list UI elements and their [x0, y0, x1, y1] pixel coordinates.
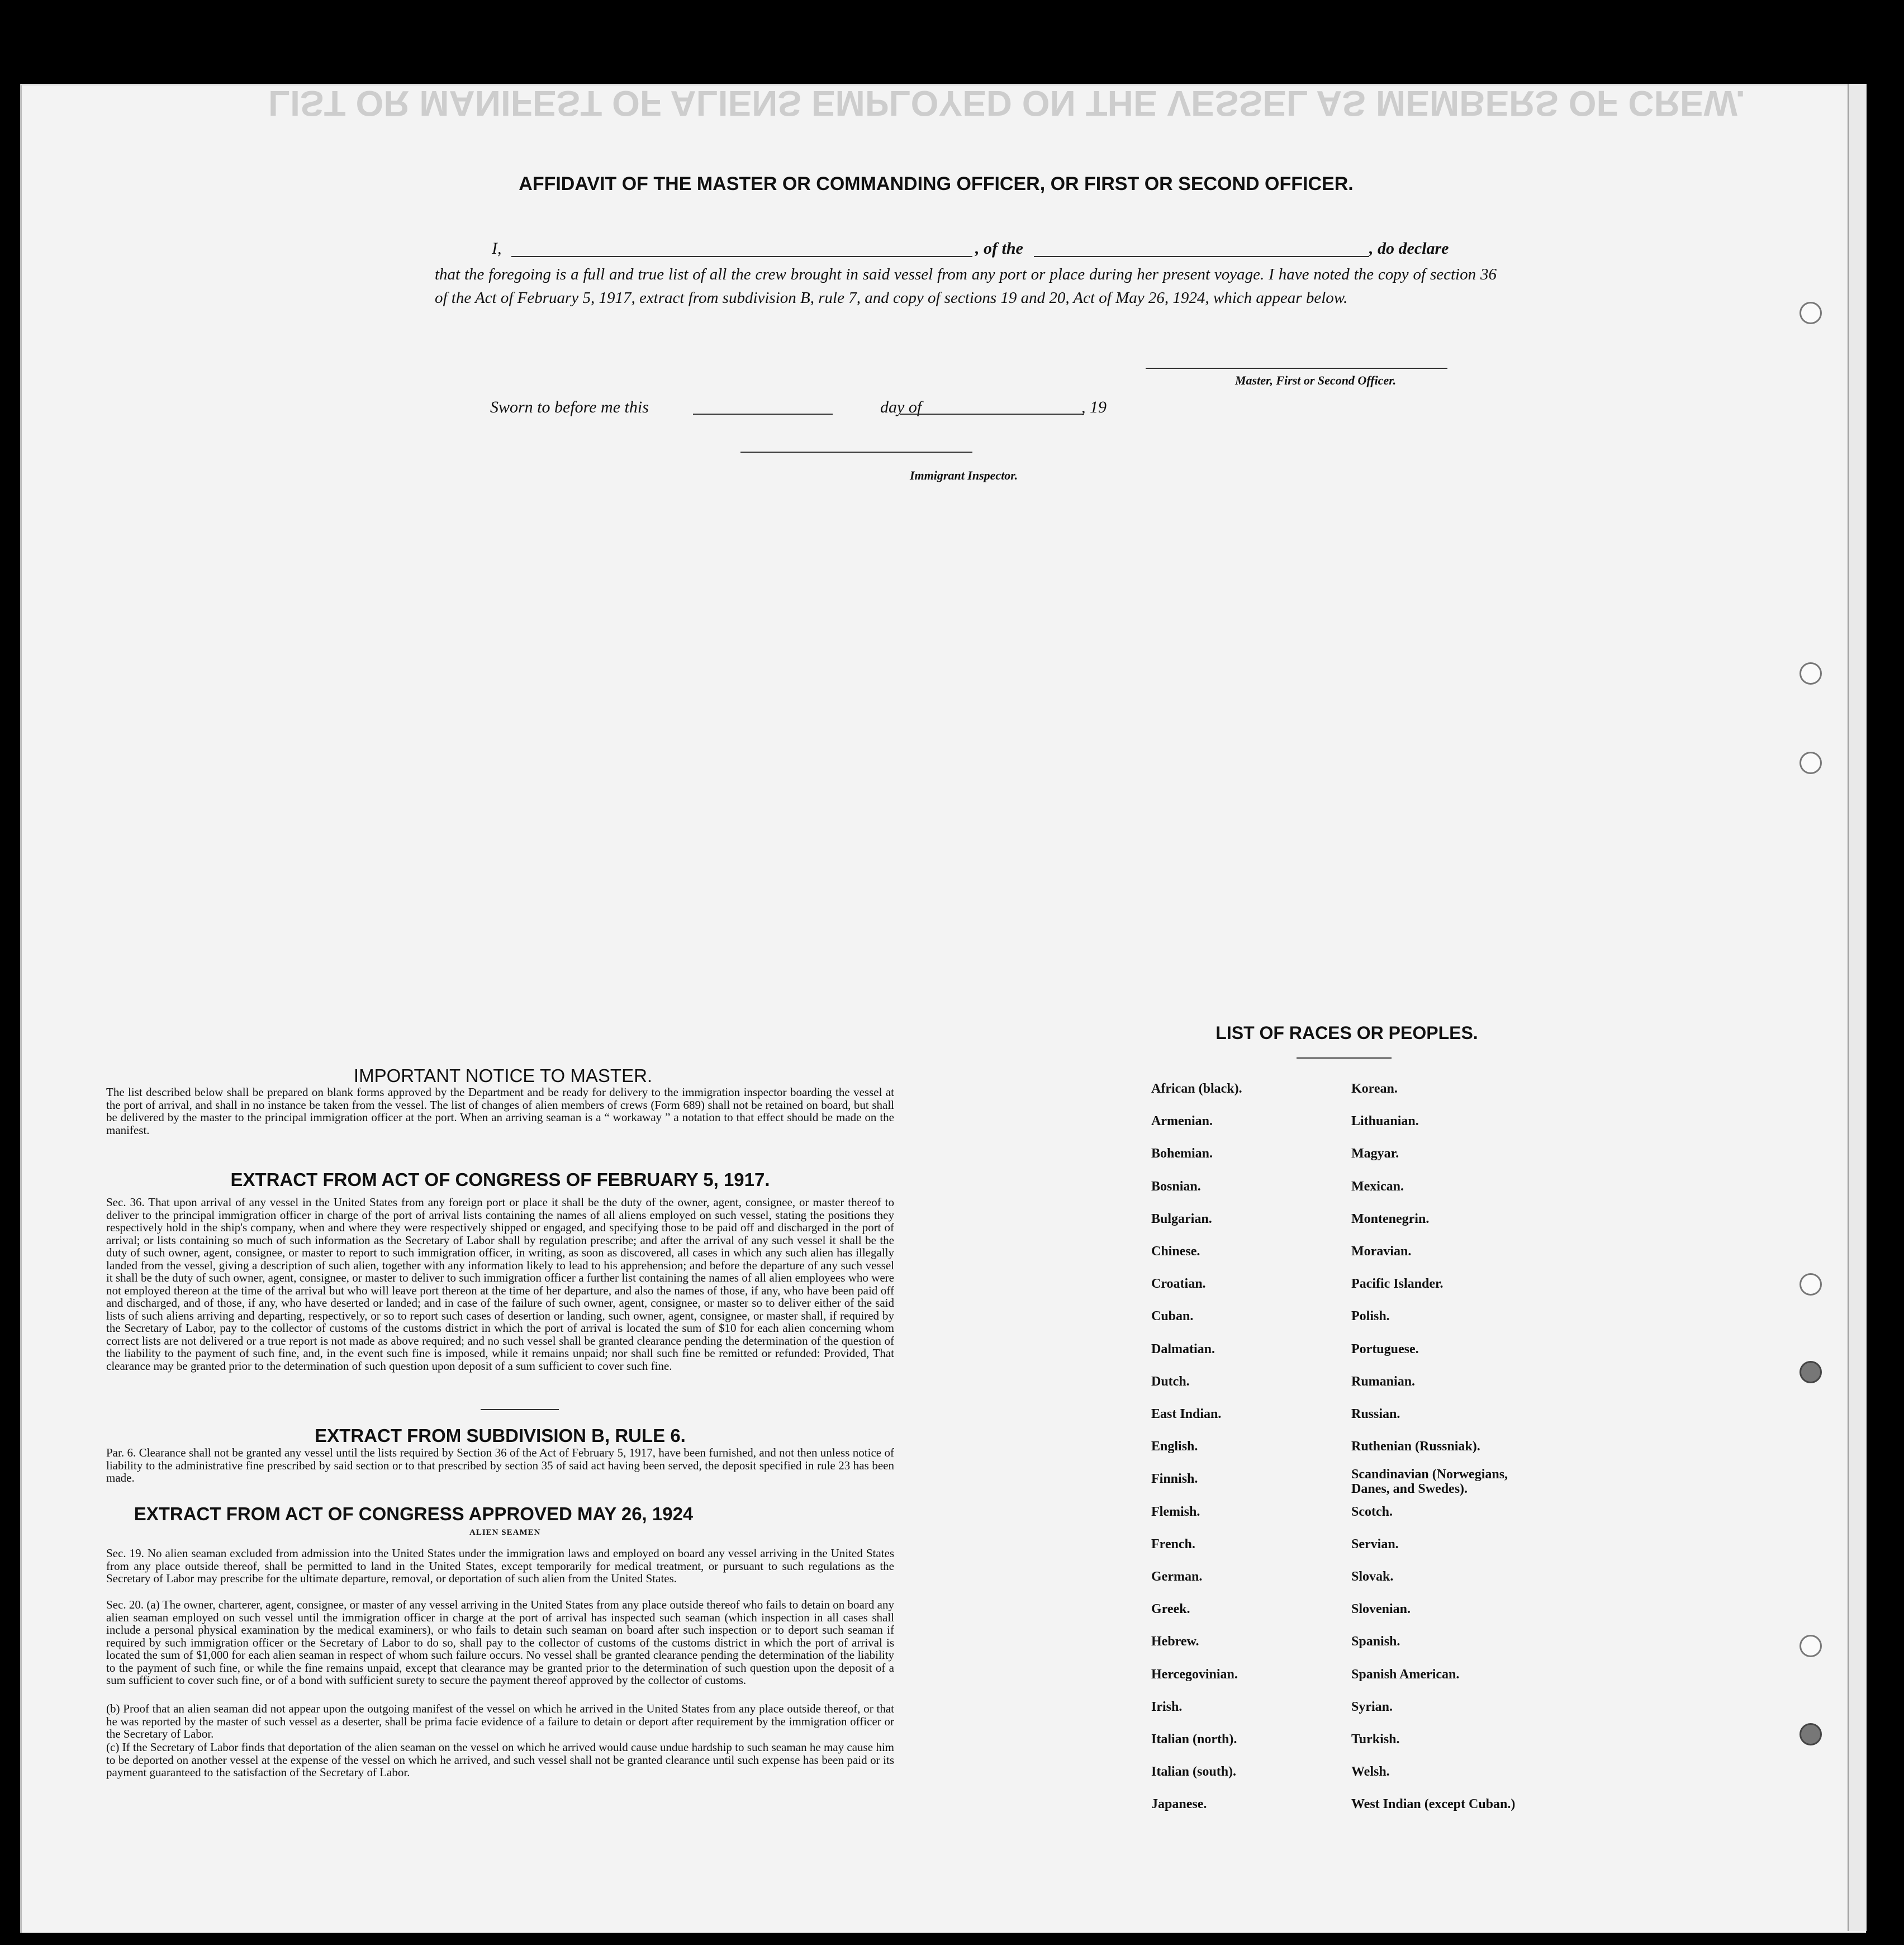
race-item: French. [1151, 1536, 1195, 1552]
alien-seamen-subtitle: ALIEN SEAMEN [469, 1528, 541, 1537]
race-item: Chinese. [1151, 1244, 1200, 1259]
race-item: Hebrew. [1151, 1634, 1199, 1649]
race-item: Irish. [1151, 1699, 1183, 1714]
race-item: Croatian. [1151, 1277, 1206, 1292]
race-item: Welsh. [1351, 1764, 1390, 1780]
race-item: Servian. [1351, 1536, 1399, 1552]
affidavit-do-declare: , do declare [1369, 239, 1449, 258]
extract-1924-sec19: Sec. 19. No alien seaman excluded from admission into the United States under the immigration laws and employed on board any vessel arriving in the United States from any place outside thereof, shall be permitted to land in the United States, except temporarily for medical treatment, or pursuant to such regulations as the Secretary of Labor may prescribe for the ultimate departure, removal, or deportation of such alien from the United States. [106, 1546, 894, 1585]
race-item: Mexican. [1351, 1179, 1404, 1194]
extract-1924-sec20a: Sec. 20. (a) The owner, charterer, agent, consignee, or master of any vessel arriving in the United States from any place outside thereof who fails to detain on board any alien seaman employed on such vessel until the immigration officer in charge at the port of arrival has inspected such seaman (which inspection in all cases shall include a personal physical examination by the medical examiners), or who fails to detain such seaman on board after such inspection or to deport such seaman if required by such immigration officer or the Secretary of Labor to do so, shall pay to the collector of customs of the customs district in which the port of arrival is located the sum of $1,000 for each alien seaman in respect of whom such failure occurs. No vessel shall be granted clearance pending the determination of the liability to the payment of such fine, or while the fine remains unpaid, except that clearance may be granted prior to the determination of such question upon the deposit of a sum sufficient to cover such fine, or of a bond with sufficient surety to secure the payment thereof approved by the collector of customs. [106, 1598, 894, 1687]
race-item: Greek. [1151, 1602, 1190, 1617]
bleed-through-title: LIST OR MANIFEST OF ALIENS EMPLOYED ON THE VESSEL AS MEMBERS OF CREW. [268, 83, 1746, 124]
notice-text: The list described below shall be prepared on blank forms approved by the Department and be ready for delivery to the immigration inspector boarding the vessel at the port of arrival, and shall in no instance be taken from the vessel. The list of changes of alien members of crews (Form 689) shall not be retained on board, but shall be delivered by the master to the principal immigration officer at the port. When an arriving seaman is a “ workaway ” a notation to that effect should be made on the manifest. [106, 1085, 894, 1137]
race-item: African (black). [1151, 1081, 1242, 1096]
binder-hole [1799, 1273, 1822, 1296]
race-item: Scotch. [1351, 1504, 1393, 1519]
affidavit-body: that the foregoing is a full and true list of all the crew brought in said vessel from any port or place during her present voyage. I have noted the copy of section 36 of the Act of February 5, 1917, extract from subdivision B, rule 7, and copy of sections 19 and 20, Act of May 26, 1924, which appear below. [435, 265, 1497, 307]
master-signature-blank [1146, 368, 1447, 369]
races-title-divider [1297, 1057, 1392, 1059]
extract-1917-text: Sec. 36. That upon arrival of any vessel in the United States from any foreign port or place it shall be the duty of the owner, agent, consignee, or master thereof to deliver to the principal immigration officer in charge of the port of arrival lists containing the names of all aliens employed on such vessel, stating the positions they respectively hold in the ship's company, when and where they were respectively shipped or engaged, and specifying those to be paid off and discharged in the port of arrival; or lists containing so much of such information as the Secretary of Labor shall by regulation prescribe; and after the arrival of any such vessel it shall be the duty of such owner, agent, consignee, or master to report to such immigration officer, in writing, as soon as discovered, all cases in which any such alien has illegally landed from the vessel, giving a description of such alien, together with any information likely to lead to his apprehension; and before the departure of any such vessel it shall be the duty of such owner, agent, consignee, or master to deliver to such immigration officer a further list containing the names of all alien employees who were not employed thereon at the time of the arrival but who will leave port thereon at the time of her departure, and also the names of those, if any, who have been paid off and discharged, and of those, if any, who have deserted or landed; and in case of the failure of such owner, agent, consignee, or master so to deliver either of the said lists of such aliens arriving and departing, respectively, or so to report such cases of desertion or landing, such owner, agent, consignee, or master shall, if required by the Secretary of Labor, pay to the collector of customs of the customs district in which the port of arrival is located the sum of $10 for each alien concerning whom correct lists are not delivered or a true report is not made as above required; and no such vessel shall be granted clearance pending the determination of the question of the liability to the payment of such fine, and, in the event such fine is imposed, while it remains unpaid; nor shall such fine be remitted or refunded: Provided, That clearance may be granted prior to the determination of such question upon deposit of a sum sufficient to cover such fine. [106, 1196, 894, 1373]
binder-hole [1799, 752, 1822, 774]
inspector-label: Immigrant Inspector. [910, 468, 1018, 482]
affidavit-line-1 [492, 239, 502, 258]
race-item: Spanish. [1351, 1634, 1400, 1649]
race-item: Polish. [1351, 1309, 1390, 1324]
race-item: Moravian. [1351, 1244, 1412, 1259]
extract-rule6-text: Par. 6. Clearance shall not be granted any vessel until the lists required by Section 36 of the Act of February 5, 1917, have been furnished, and not then unless notice of liability to the administrative fine prescribed by said section or to that prescribed by section 35 of said act having been served, the deposit specified in rule 23 has been made. [106, 1446, 894, 1484]
race-item: Slovak. [1351, 1569, 1394, 1584]
race-item: Korean. [1351, 1081, 1398, 1096]
race-item: East Indian. [1151, 1407, 1222, 1421]
race-item: Bosnian. [1151, 1179, 1201, 1194]
race-item: Syrian. [1351, 1699, 1393, 1714]
race-item: English. [1151, 1439, 1198, 1454]
binder-hole [1799, 1723, 1822, 1745]
affidavit-vessel-blank [1034, 256, 1369, 257]
extract-1917-title: EXTRACT FROM ACT OF CONGRESS OF FEBRUARY 5, 1917. [230, 1169, 770, 1190]
race-item: Dutch. [1151, 1374, 1190, 1389]
race-item: German. [1151, 1569, 1203, 1584]
race-item: Italian (north). [1151, 1732, 1237, 1747]
section-divider [481, 1409, 559, 1410]
race-item: Magyar. [1351, 1146, 1399, 1161]
race-item: Italian (south). [1151, 1764, 1237, 1780]
race-item: Russian. [1351, 1407, 1400, 1421]
race-item: Turkish. [1351, 1732, 1400, 1747]
sworn-day-blank [693, 414, 833, 415]
binder-hole [1799, 662, 1822, 685]
binder-hole [1799, 302, 1822, 324]
race-item: Portuguese. [1351, 1341, 1419, 1356]
extract-1924-sec20b: (b) Proof that an alien seaman did not appear upon the outgoing manifest of the vessel on which he arrived in the United States from any place outside thereof, or that he was reported by the master of such vessel as a deserter, shall be prima facie evidence of a failure to detain or deport after requirement by the immigration officer or the Secretary of Labor. [106, 1702, 894, 1740]
affidavit-of-the: , of the [975, 239, 1023, 258]
day-of-label: day of [880, 398, 922, 416]
race-item: West Indian (except Cuban.) [1351, 1797, 1516, 1812]
master-signature-label: Master, First or Second Officer. [1235, 373, 1397, 387]
race-item: Scandinavian (Norwegians, Danes, and Swedes). [1351, 1467, 1508, 1497]
binder-hole [1799, 1635, 1822, 1657]
sworn-before-label: Sworn to before me this [490, 398, 649, 416]
sworn-month-blank [900, 414, 1084, 415]
affidavit-name-blank [511, 256, 972, 257]
affidavit-title: AFFIDAVIT OF THE MASTER OR COMMANDING OFFICER, OR FIRST OR SECOND OFFICER. [519, 173, 1354, 194]
extract-1924-sec20c: (c) If the Secretary of Labor finds that deportation of the alien seaman on the vessel on which he arrived would cause undue hardship to such seaman he may cause him to be deported on another vessel at the expense of the vessel on which he arrived, and such vessel shall not be granted clearance until such expense has been paid or its payment guaranteed to the satisfaction of the Secretary of Labor. [106, 1740, 894, 1779]
race-item: Flemish. [1151, 1504, 1200, 1519]
page-edge-strip [1848, 84, 1867, 1931]
race-item: Japanese. [1151, 1797, 1207, 1812]
year-prefix-label: , 19 [1081, 398, 1107, 416]
race-item: Bohemian. [1151, 1146, 1213, 1161]
race-item: Spanish American. [1351, 1667, 1460, 1682]
race-item: Ruthenian (Russniak). [1351, 1439, 1480, 1454]
race-item: Dalmatian. [1151, 1341, 1215, 1356]
race-item: Bulgarian. [1151, 1211, 1212, 1226]
affidavit-i-label: I, [492, 239, 502, 258]
race-item: Cuban. [1151, 1309, 1194, 1324]
notice-title: IMPORTANT NOTICE TO MASTER. [353, 1065, 653, 1086]
race-item: Montenegrin. [1351, 1211, 1430, 1226]
extract-rule6-title: EXTRACT FROM SUBDIVISION B, RULE 6. [315, 1425, 686, 1446]
race-item: Hercegovinian. [1151, 1667, 1238, 1682]
race-item: Rumanian. [1351, 1374, 1416, 1389]
races-title: LIST OF RACES OR PEOPLES. [1215, 1023, 1478, 1043]
binder-hole [1799, 1361, 1822, 1383]
race-item: Finnish. [1151, 1472, 1198, 1487]
race-item: Armenian. [1151, 1114, 1213, 1129]
inspector-signature-blank [740, 452, 972, 453]
race-item: Slovenian. [1351, 1602, 1411, 1617]
race-item: Pacific Islander. [1351, 1277, 1444, 1292]
extract-1924-title: EXTRACT FROM ACT OF CONGRESS APPROVED MAY 26, 1924 [134, 1503, 694, 1524]
race-item: Lithuanian. [1351, 1114, 1419, 1129]
